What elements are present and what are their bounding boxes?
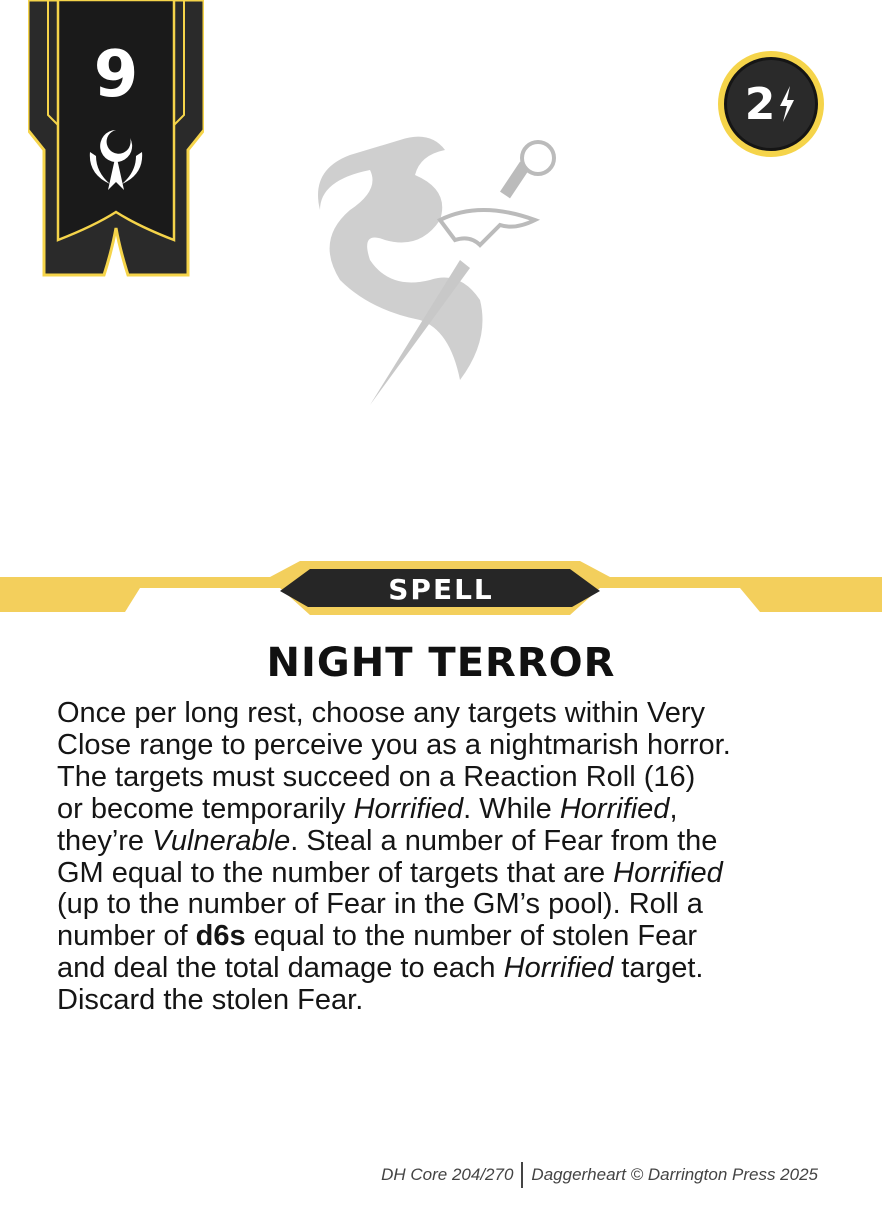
card-number: DH Core 204/270	[381, 1165, 514, 1184]
lightning-bolt-icon	[777, 86, 797, 122]
description-text: Vulnerable	[152, 824, 291, 857]
description-text: and deal the total damage to each	[57, 952, 504, 985]
midnight-domain-icon	[84, 124, 148, 194]
description-line	[57, 858, 857, 890]
copyright: Daggerheart © Darrington Press 2025	[531, 1165, 818, 1184]
description-text: Horrified	[353, 792, 464, 825]
card-description	[57, 698, 857, 1017]
description-text: equal to the number of stolen Fear	[245, 920, 698, 953]
description-line	[57, 889, 857, 921]
description-text: or become temporarily	[57, 792, 354, 825]
description-text: ,	[669, 792, 678, 825]
card-title: NIGHT TERROR	[266, 640, 616, 686]
description-text: d6s	[195, 920, 246, 953]
card-art-illustration	[310, 130, 570, 415]
description-text: Discard the stolen Fear.	[57, 984, 364, 1017]
description-text: Close range to perceive you as a nightmarish horror.	[57, 728, 731, 761]
card-level: 9	[93, 38, 139, 112]
description-text: Horrified	[613, 856, 723, 889]
description-text: target.	[613, 952, 704, 985]
description-text: (up to the number of Fear in the GM’s pool). Roll a	[57, 888, 703, 921]
footer-divider	[521, 1162, 523, 1188]
description-text: number of	[57, 920, 196, 953]
description-text: Once per long rest, choose any targets within Very	[57, 697, 706, 729]
description-line	[57, 985, 857, 1017]
description-text: . Steal a number of Fear from the	[290, 824, 718, 857]
recall-cost: 2	[744, 78, 776, 130]
description-line	[57, 730, 857, 762]
description-text: Horrified	[503, 952, 614, 985]
description-text: Horrified	[559, 792, 670, 825]
description-text: GM equal to the number of targets that are	[57, 856, 614, 889]
card-type: SPELL	[388, 573, 494, 606]
description-line	[57, 921, 857, 953]
card-footer	[381, 1162, 818, 1188]
description-line	[57, 698, 857, 730]
description-line	[57, 762, 857, 794]
description-line	[57, 794, 857, 826]
description-line	[57, 826, 857, 858]
description-line	[57, 953, 857, 985]
description-text: they’re	[57, 824, 153, 857]
recall-cost-badge	[718, 51, 824, 157]
description-text: The targets must succeed on a Reaction Roll (16)	[57, 760, 696, 793]
description-text: . While	[463, 792, 560, 825]
